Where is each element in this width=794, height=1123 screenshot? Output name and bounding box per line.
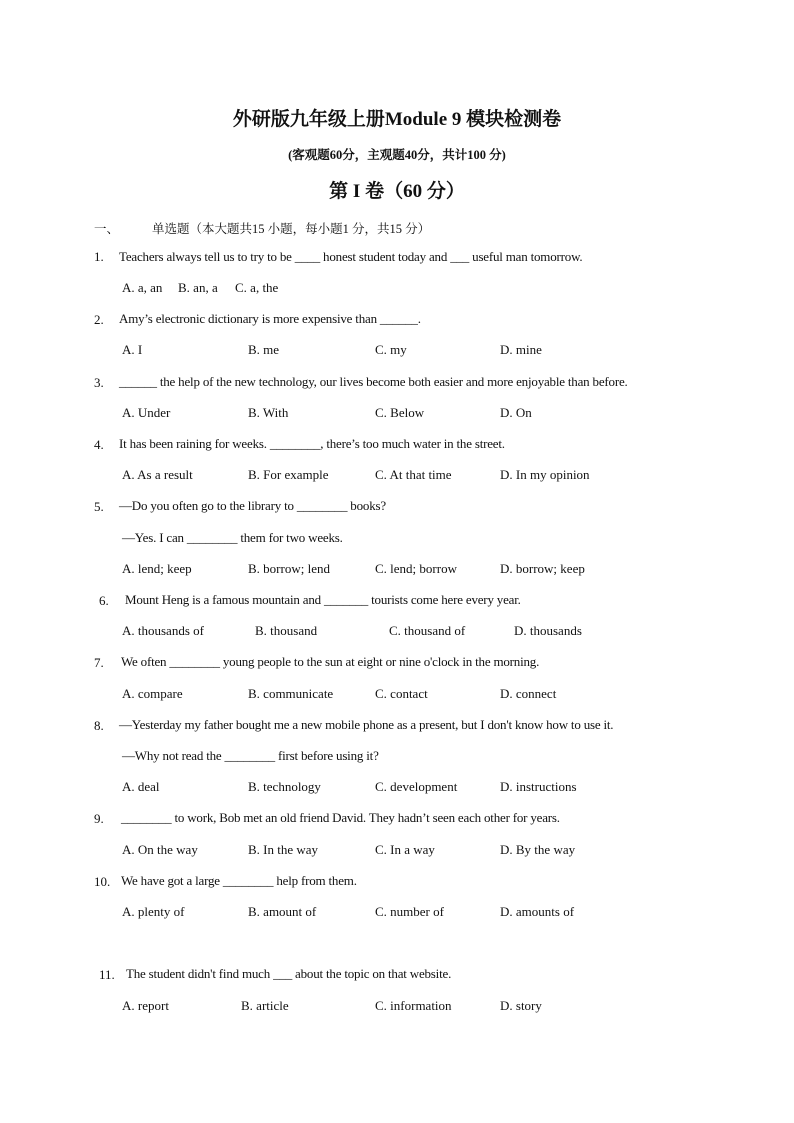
part-heading: 第 I 卷（60 分） (329, 181, 465, 202)
question-number: 4. (94, 437, 104, 452)
option-b[interactable]: B. amount of (248, 904, 317, 919)
option-c[interactable]: C. Below (375, 405, 425, 420)
option-d[interactable]: D. story (500, 998, 542, 1013)
question-number: 3. (94, 375, 104, 390)
question-number: 11. (99, 967, 115, 982)
option-c[interactable]: C. At that time (375, 467, 452, 482)
question-text: Amy’s electronic dictionary is more expensive than ______. (119, 311, 421, 326)
option-a[interactable]: A. lend; keep (122, 561, 192, 576)
option-c[interactable]: C. lend; borrow (375, 561, 457, 576)
question-number: 9. (94, 811, 104, 826)
option-b[interactable]: B. For example (248, 467, 329, 482)
question-text: We have got a large ________ help from them. (121, 873, 357, 888)
question-text-line-2: —Why not read the ________ first before using it? (122, 748, 379, 763)
option-a[interactable]: A. compare (122, 686, 183, 701)
exam-title: 外研版九年级上册Module 9 模块检测卷 (232, 109, 562, 130)
option-b[interactable]: B. me (248, 342, 280, 357)
option-b[interactable]: B. article (241, 998, 289, 1013)
question-text: ________ to work, Bob met an old friend David. They hadn’t seen each other for years. (121, 810, 560, 825)
question-number: 6. (99, 593, 109, 608)
question-number: 1. (94, 249, 104, 264)
option-d[interactable]: D. amounts of (500, 904, 575, 919)
option-a[interactable]: A. Under (122, 405, 171, 420)
option-c[interactable]: C. In a way (375, 842, 435, 857)
section-heading (0, 219, 794, 239)
option-d[interactable]: D. On (500, 405, 532, 420)
option-a[interactable]: A. report (122, 998, 169, 1013)
question-text: —Do you often go to the library to ________ books? (119, 498, 386, 513)
option-c[interactable]: C. a, the (235, 280, 279, 295)
section-number: 一、 (94, 222, 120, 236)
option-b[interactable]: B. borrow; lend (248, 561, 330, 576)
question-text: It has been raining for weeks. ________, there’s too much water in the street. (119, 436, 505, 451)
question-number: 2. (94, 312, 104, 327)
option-c[interactable]: C. information (375, 998, 452, 1013)
option-d[interactable]: D. connect (500, 686, 557, 701)
question-text: —Yesterday my father bought me a new mobile phone as a present, but I don't know how to use it. (119, 717, 614, 732)
option-a[interactable]: A. deal (122, 779, 160, 794)
option-b[interactable]: B. In the way (248, 842, 319, 857)
option-c[interactable]: C. number of (375, 904, 444, 919)
option-d[interactable]: D. mine (500, 342, 542, 357)
question-number: 5. (94, 499, 104, 514)
option-c[interactable]: C. contact (375, 686, 428, 701)
question-text: Teachers always tell us to try to be ____ honest student today and ___ useful man tomorrow. (119, 249, 583, 264)
option-c[interactable]: C. development (375, 779, 458, 794)
question-text: Mount Heng is a famous mountain and _______ tourists come here every year. (125, 592, 521, 607)
option-d[interactable]: D. borrow; keep (500, 561, 585, 576)
option-d[interactable]: D. instructions (500, 779, 577, 794)
section-instruction: 单选题（本大题共15 小题，每小题1 分，共15 分） (152, 222, 431, 236)
option-d[interactable]: D. thousands (514, 623, 582, 638)
option-b[interactable]: B. communicate (248, 686, 334, 701)
option-b[interactable]: B. thousand (255, 623, 318, 638)
option-d[interactable]: D. By the way (500, 842, 576, 857)
question-text: The student didn't find much ___ about the topic on that website. (126, 966, 452, 981)
option-b[interactable]: B. With (248, 405, 289, 420)
option-a[interactable]: A. plenty of (122, 904, 185, 919)
question-number: 10. (94, 874, 111, 889)
question-number: 7. (94, 655, 104, 670)
option-a[interactable]: A. a, an (122, 280, 163, 295)
question-text: We often ________ young people to the sun at eight or nine o'clock in the morning. (121, 654, 540, 669)
question-number: 8. (94, 718, 104, 733)
option-c[interactable]: C. thousand of (389, 623, 466, 638)
question-text: ______ the help of the new technology, our lives become both easier and more enjoyable than before. (119, 374, 628, 389)
option-d[interactable]: D. In my opinion (500, 467, 590, 482)
option-a[interactable]: A. I (122, 342, 143, 357)
option-a[interactable]: A. As a result (122, 467, 193, 482)
option-b[interactable]: B. technology (248, 779, 321, 794)
option-b[interactable]: B. an, a (178, 280, 218, 295)
option-a[interactable]: A. On the way (122, 842, 198, 857)
score-subtitle: (客观题60分，主观题40分，共计100 分) (288, 148, 506, 162)
option-c[interactable]: C. my (375, 342, 407, 357)
option-a[interactable]: A. thousands of (122, 623, 204, 638)
question-text-line-2: —Yes. I can ________ them for two weeks. (122, 530, 343, 545)
